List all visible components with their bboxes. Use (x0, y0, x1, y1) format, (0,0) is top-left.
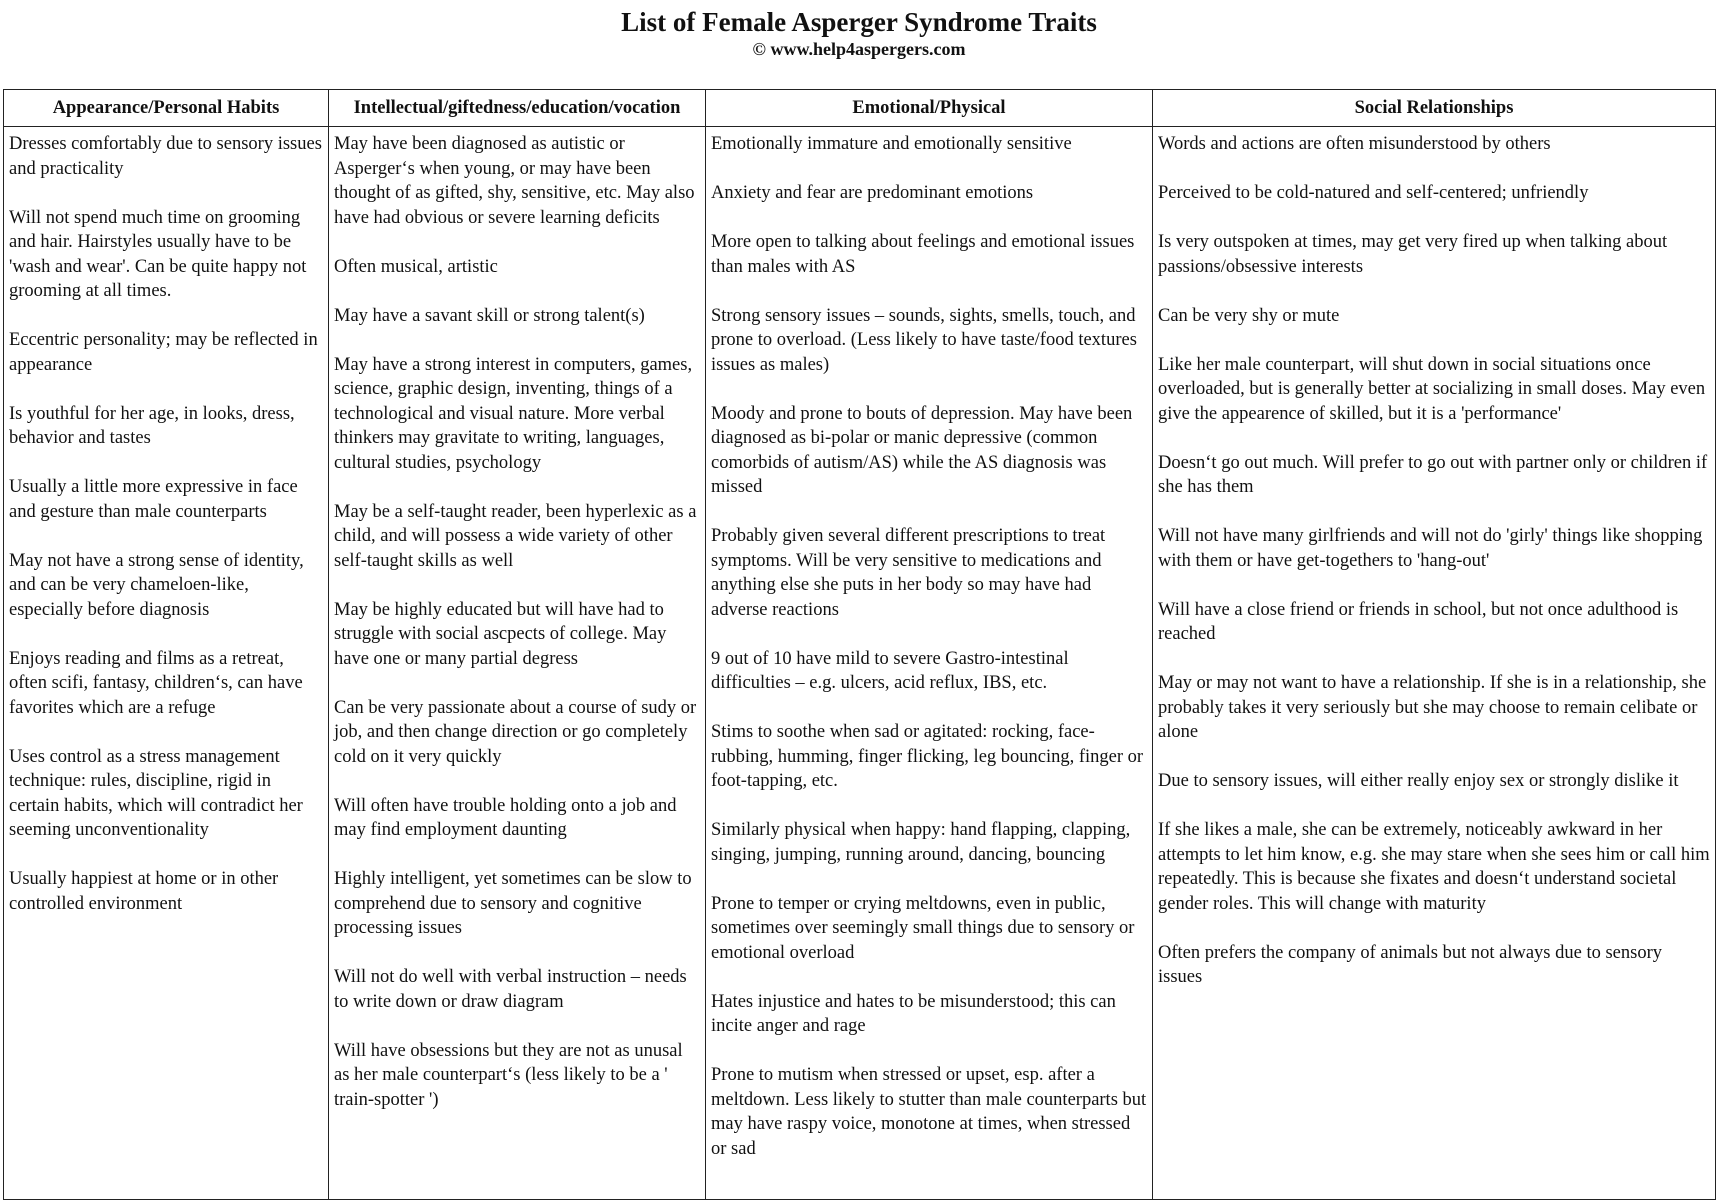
trait-item: Can be very passionate about a course of sudy or job, and then change direction or go completely cold on it very quickly (334, 697, 697, 767)
trait-item: If she likes a male, she can be extremely, noticeably awkward in her attempts to let him know, e.g. she may stare when she sees him or call him repeatedly. This is because she fixates and doesn‘t understand societal gender roles. This will change with maturity (1158, 820, 1710, 914)
trait-item: Stims to soothe when sad or agitated: rocking, face-rubbing, humming, finger flicking, leg bouncing, finger or foot-tapping, etc. (711, 722, 1144, 791)
trait-item: More open to talking about feelings and emotional issues than males with AS (711, 232, 1135, 277)
trait-item: Can be very shy or mute (1158, 305, 1340, 326)
trait-item: Like her male counterpart, will shut down in social situations once overloaded, but is generally better at socializing in small doses. May even give the appearence of skilled, but it is a 'performance' (1158, 354, 1706, 424)
traits-table (3, 89, 1716, 1200)
trait-item: Enjoys reading and films as a retreat, often scifi, fantasy, children‘s, can have favorites which are a refuge (9, 648, 303, 718)
column-heading-emotional: Emotional/Physical (706, 90, 1153, 127)
trait-item: Dresses comfortably due to sensory issues and practicality (9, 134, 322, 179)
trait-item: Often prefers the company of animals but not always due to sensory issues (1158, 942, 1662, 987)
column-heading-appearance: Appearance/Personal Habits (4, 90, 329, 127)
trait-item: Usually a little more expressive in face and gesture than male counterparts (9, 477, 298, 522)
trait-item: Usually happiest at home or in other controlled environment (9, 869, 279, 914)
trait-item: Will not do well with verbal instruction – needs to write down or draw diagram (334, 967, 687, 1012)
trait-item: Anxiety and fear are predominant emotions (711, 183, 1034, 203)
trait-item: May have a strong interest in computers, games, science, graphic design, inventing, things of a technological and visual nature. More verbal thinkers may gravitate to writing, languages, cultural studies, psychology (334, 354, 693, 473)
trait-item: May be highly educated but will have had to struggle with social ascpects of college. May have one or many partial degress (334, 599, 667, 669)
document-title: List of Female Asperger Syndrome Traits (621, 7, 1097, 37)
trait-item: Is youthful for her age, in looks, dress, behavior and tastes (9, 403, 295, 448)
appearance-column (4, 127, 329, 1200)
trait-item: Is very outspoken at times, may get very fired up when talking about passions/obsessive interests (1158, 232, 1668, 277)
copyright-line: © www.help4aspergers.com (752, 39, 966, 59)
trait-item: May not have a strong sense of identity, and can be very chameloen-like, especially before diagnosis (9, 550, 304, 620)
trait-item: Prone to mutism when stressed or upset, esp. after a meltdown. Less likely to stutter than male counterparts but may have raspy voice, monotone at times, when stressed or sad (711, 1065, 1147, 1159)
trait-item: Often musical, artistic (334, 256, 498, 277)
trait-item: Highly intelligent, yet sometimes can be slow to comprehend due to sensory and cognitive processing issues (334, 869, 692, 938)
trait-item: Moody and prone to bouts of depression. May have been diagnosed as bi-polar or manic depressive (common comorbids of autism/AS) while the AS diagnosis was missed (711, 403, 1133, 497)
trait-item: Will often have trouble holding onto a job and may find employment daunting (334, 795, 677, 840)
trait-item: Words and actions are often misunderstood by others (1158, 134, 1551, 154)
trait-item: Will have obsessions but they are not as unusal as her male counterpart‘s (less likely to be a ' train-spotter ') (334, 1040, 683, 1110)
trait-item: Hates injustice and hates to be misunderstood; this can incite anger and rage (711, 991, 1116, 1036)
trait-item: May have been diagnosed as autistic or Asperger‘s when young, or may have been thought of as gifted, shy, sensitive, etc. May also have had obvious or severe learning deficits (334, 134, 695, 228)
intellectual-column (329, 127, 706, 1200)
table-body-row (4, 127, 1716, 1200)
emotional-column (706, 127, 1153, 1200)
trait-item: Perceived to be cold-natured and self-centered; unfriendly (1158, 183, 1589, 203)
trait-item: Eccentric personality; may be reflected in appearance (9, 330, 318, 375)
trait-item: Emotionally immature and emotionally sensitive (711, 134, 1072, 154)
column-heading-intellectual: Intellectual/giftedness/education/vocation (329, 90, 706, 127)
trait-item: Will not have many girlfriends and will not do 'girly' things like shopping with them or have get-togethers to 'hang-out' (1158, 526, 1703, 571)
table-header-row (4, 90, 1716, 127)
trait-item: Due to sensory issues, will either really enjoy sex or strongly dislike it (1158, 771, 1679, 791)
trait-item: Probably given several different prescriptions to treat symptoms. Will be very sensitive to medications and anything else she puts in her body so may have had adverse reactions (711, 526, 1106, 620)
trait-item: Similarly physical when happy: hand flapping, clapping, singing, jumping, running around, dancing, bouncing (711, 820, 1131, 865)
trait-item: Strong sensory issues – sounds, sights, smells, touch, and prone to overload. (Less likely to have taste/food textures issues as males) (711, 305, 1137, 375)
trait-item: Doesn‘t go out much. Will prefer to go out with partner only or children if she has them (1158, 452, 1708, 497)
trait-item: May be a self-taught reader, been hyperlexic as a child, and will possess a wide variety of other self-taught skills as well (334, 501, 697, 571)
column-heading-social: Social Relationships (1153, 90, 1716, 127)
social-column (1153, 127, 1716, 1200)
trait-item: May have a savant skill or strong talent(s) (334, 305, 645, 326)
trait-item: Will not spend much time on grooming and hair. Hairstyles usually have to be 'wash and wear'. Can be quite happy not grooming at all times. (9, 207, 307, 301)
trait-item: Uses control as a stress management technique: rules, discipline, rigid in certain habits, which will contradict her seeming unconventionality (9, 746, 303, 840)
trait-item: May or may not want to have a relationship. If she is in a relationship, she probably takes it very seriously but she may choose to remain celibate or alone (1158, 673, 1707, 742)
trait-item: 9 out of 10 have mild to severe Gastro-intestinal difficulties – e.g. ulcers, acid reflux, IBS, etc. (711, 648, 1069, 693)
document-header (0, 6, 1718, 60)
trait-item: Will have a close friend or friends in school, but not once adulthood is reached (1158, 599, 1679, 644)
trait-item: Prone to temper or crying meltdowns, even in public, sometimes over seemingly small things due to sensory or emotional overload (711, 893, 1135, 963)
